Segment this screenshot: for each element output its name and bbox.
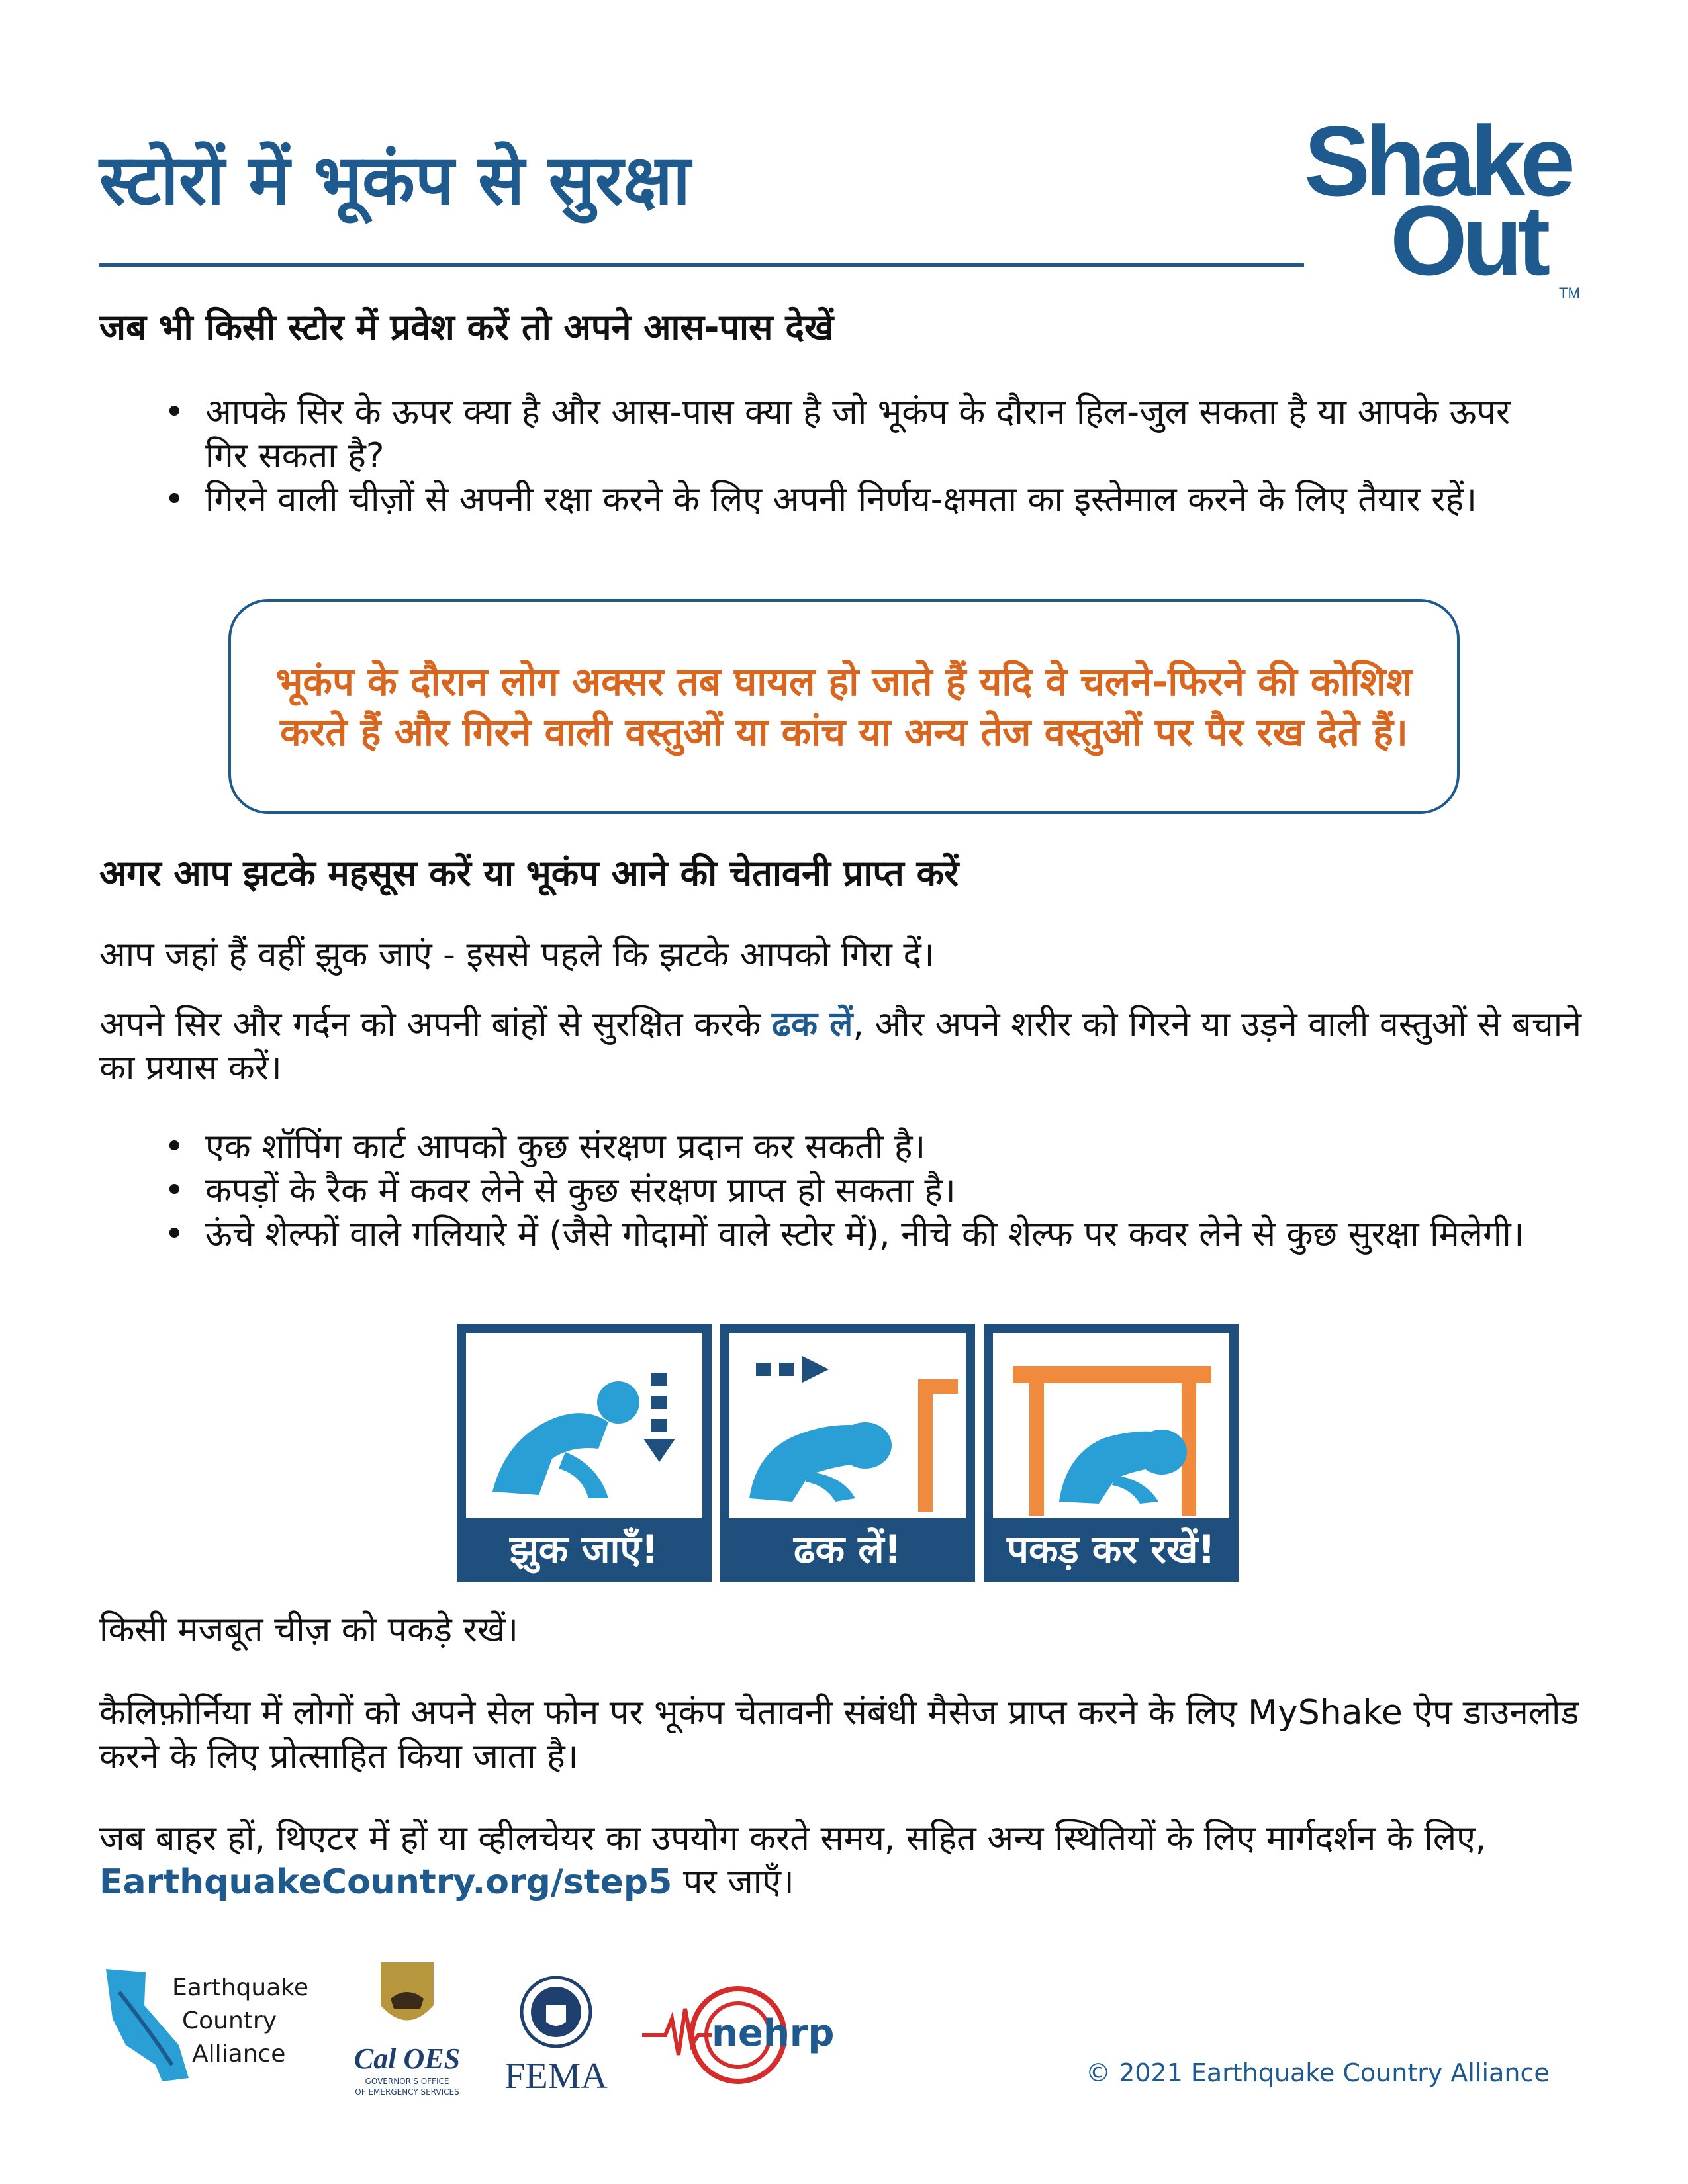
copyright: © 2021 Earthquake Country Alliance [1086, 2058, 1550, 2087]
list-item: • ऊंचे शेल्फों वाले गलियारे में (जैसे गोदामों वाले स्टोर में), नीचे की शेल्फ पर कवर लेने से कुछ सुरक्षा मिलेगी। [159, 1212, 1556, 1256]
cover-paragraph: अपने सिर और गर्दन को अपनी बांहों से सुरक्षित करके ढक लें, और अपने शरीर को गिरने या उड़ने वाली वस्तुओं से बचाने का प्रयास करें। [99, 1005, 1582, 1088]
section1-list [159, 390, 1556, 522]
section1-heading: जब भी किसी स्टोर में प्रवेश करें तो अपने आस-पास देखें [99, 306, 834, 348]
hold-on-panel [984, 1324, 1239, 1582]
logo-line1: Shake [1304, 106, 1570, 216]
section2-heading: अगर आप झटके महसूस करें या भूकंप आने की चेतावनी प्राप्त करें [99, 852, 959, 894]
dhs-seal-icon [520, 1976, 592, 2048]
page-title: स्टोरों में भूकंप से सुरक्षा [99, 140, 691, 220]
cal-oes-logo: Cal OES GOVERNOR'S OFFICE OF EMERGENCY SERVICES [351, 1959, 463, 2105]
shakeout-logo [1297, 106, 1602, 304]
list-item: • आपके सिर के ऊपर क्या है और आस-पास क्या है जो भूकंप के दौरान हिल-जुल सकता है या आपके ऊपर गिर सकता है? [159, 390, 1556, 478]
guidance-paragraph: जब बाहर हों, थिएटर में हों या व्हीलचेयर का उपयोग करते समय, सहित अन्य स्थितियों के लिए मार्गदर्शन के लिए, EarthquakeCountry.org/step5 पर जाएँ। [99, 1819, 1487, 1902]
cover-icon [729, 1333, 966, 1518]
section2-list [159, 1125, 1556, 1256]
callout-text: भूकंप के दौरान लोग अक्सर तब घायल हो जाते हैं यदि वे चलने-फिरने की कोशिश करते हैं और गिरने वाली वस्तुओं या कांच या अन्य तेज वस्तुओं पर पैर रख देते हैं। [275, 659, 1413, 754]
hold-on-label: पकड़ कर रखें! [1007, 1527, 1215, 1572]
myshake-paragraph: कैलिफ़ोर्निया में लोगों को अपने सेल फोन पर भूकंप चेतावनी संबंधी मैसेज प्राप्त करने के लिए MyShake ऐप डाउनलोड करने के लिए प्रोत्साहित किया जाता है। [99, 1693, 1579, 1776]
drop-label: झुक जाएँ! [509, 1527, 659, 1572]
list-item: • गिरने वाली चीज़ों से अपनी रक्षा करने के लिए अपनी निर्णय-क्षमता का इस्तेमाल करने के लिए तैयार रहें। [159, 478, 1556, 522]
eca-logo: Earthquake Country Alliance [99, 1959, 318, 2091]
drop-paragraph: आप जहां हैं वहीं झुक जाएं - इससे पहले कि झटके आपको गिरा दें। [99, 935, 935, 975]
hold-paragraph: किसी मजबूत चीज़ को पकड़े रखें। [99, 1610, 518, 1650]
warning-callout [228, 599, 1460, 814]
title-divider [99, 263, 1304, 267]
list-item: • एक शॉपिंग कार्ट आपको कुछ संरक्षण प्रदान कर सकती है। [159, 1125, 1556, 1169]
list-item: • कपड़ों के रैक में कवर लेने से कुछ संरक्षण प्राप्त हो सकता है। [159, 1169, 1556, 1212]
logo-line2: Out [1390, 185, 1546, 296]
drop-icon [466, 1333, 702, 1518]
cover-label: ढक लें! [793, 1527, 902, 1572]
cover-highlight: ढक लें [771, 1005, 853, 1044]
fema-logo: FEMA [496, 1959, 616, 2105]
hold-on-icon [993, 1333, 1229, 1518]
cal-oes-shield-icon [351, 1959, 463, 2042]
logo-tm: TM [1559, 285, 1580, 301]
drop-panel [457, 1324, 712, 1582]
step5-link[interactable]: EarthquakeCountry.org/step5 [99, 1862, 673, 1902]
nehrp-logo: nehrp [639, 1959, 831, 2105]
cover-panel [720, 1324, 975, 1582]
